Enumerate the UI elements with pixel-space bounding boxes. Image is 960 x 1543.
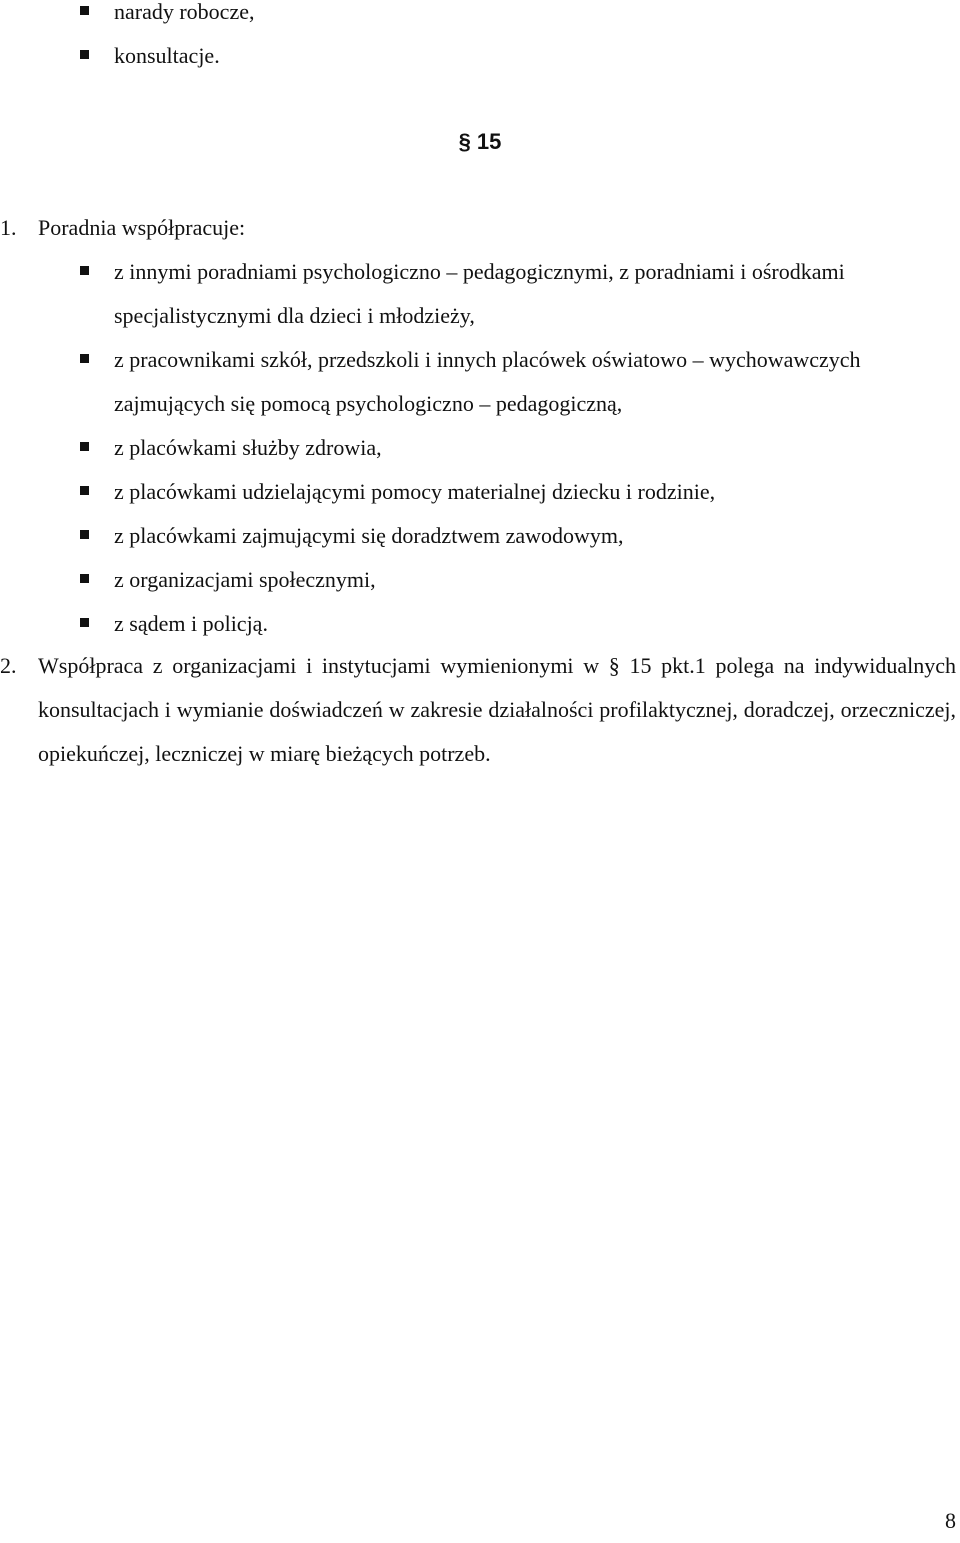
item-2 — [0, 644, 956, 776]
square-bullet-icon — [80, 530, 89, 539]
cooperation-list — [80, 250, 956, 646]
list-item: z innymi poradniami psychologiczno – pedagogicznymi, z poradniami i ośrodkami specjalistycznymi dla dzieci i młodzieży, — [80, 250, 956, 338]
top-bullet-list — [80, 0, 956, 78]
list-item: z pracownikami szkół, przedszkoli i innych placówek oświatowo – wychowawczych zajmujących się pomocą psychologiczno – pedagogiczną, — [80, 338, 956, 426]
square-bullet-icon — [80, 266, 89, 275]
list-item: narady robocze, — [80, 0, 956, 34]
list-item: z placówkami udzielającymi pomocy materialnej dziecku i rodzinie, — [80, 470, 956, 514]
page-number: 8 — [945, 1508, 956, 1533]
square-bullet-icon — [80, 6, 89, 15]
item-number: 1. — [0, 215, 17, 240]
square-bullet-icon — [80, 618, 89, 627]
square-bullet-icon — [80, 442, 89, 451]
square-bullet-icon — [80, 354, 89, 363]
square-bullet-icon — [80, 486, 89, 495]
item-text: Współpraca z organizacjami i instytucjami wymienionymi w § 15 pkt.1 polega na indywidualnych konsultacjach i wymianie doświadczeń w zakresie działalności profilaktycznej, doradczej, orzeczniczej, opiekuńczej, leczniczej w miarę bieżących potrzeb. — [38, 653, 956, 766]
item-1 — [0, 206, 956, 250]
item-intro: Poradnia współpracuje: — [38, 215, 246, 240]
list-item: konsultacje. — [80, 34, 956, 78]
square-bullet-icon — [80, 574, 89, 583]
item-number: 2. — [0, 653, 17, 678]
square-bullet-icon — [80, 50, 89, 59]
list-item: z placówkami służby zdrowia, — [80, 426, 956, 470]
list-item: z sądem i policją. — [80, 602, 956, 646]
list-item: z organizacjami społecznymi, — [80, 558, 956, 602]
section-heading: § 15 — [458, 129, 502, 154]
list-item: z placówkami zajmującymi się doradztwem zawodowym, — [80, 514, 956, 558]
